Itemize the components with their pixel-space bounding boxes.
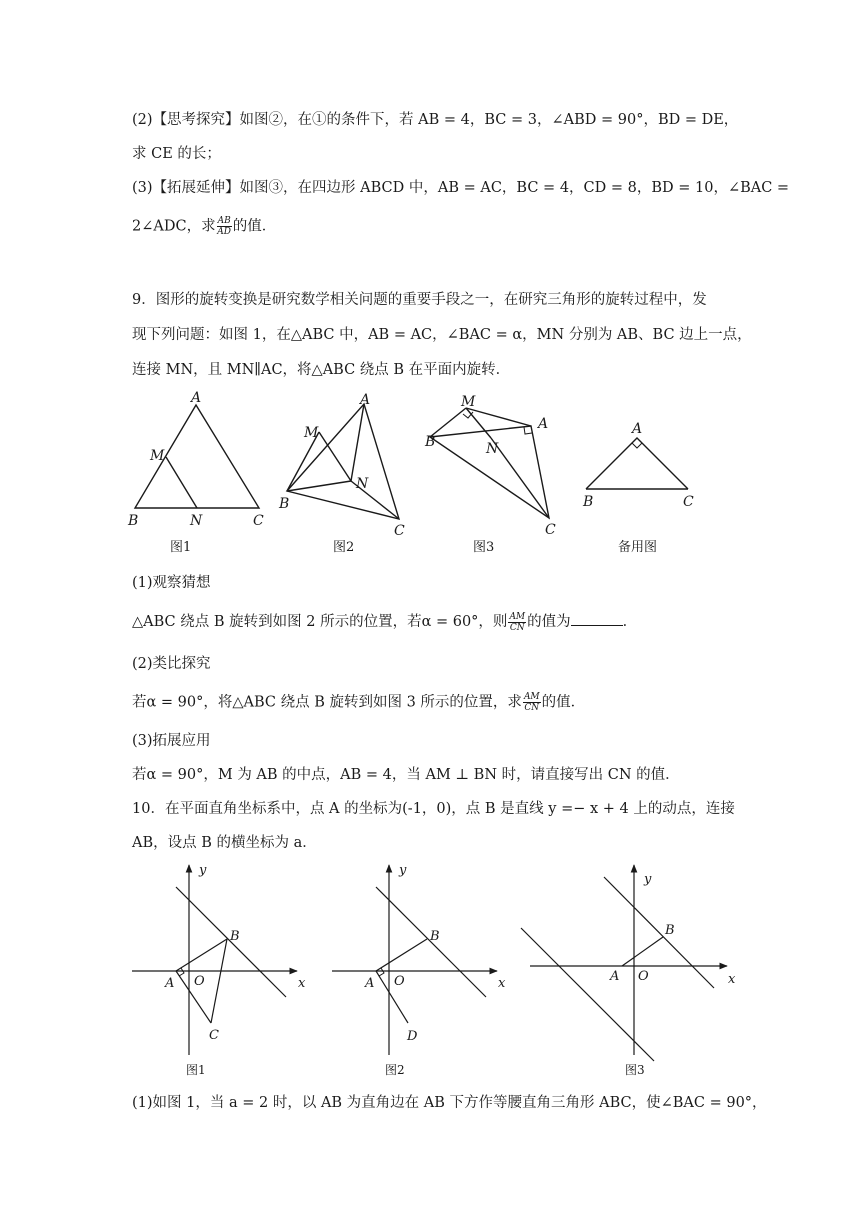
fraction-ab-ad bbox=[217, 216, 232, 237]
fig2-segment-mn bbox=[319, 432, 351, 481]
spare-label-c: C bbox=[683, 494, 694, 510]
p10-fig2-segment-ab bbox=[376, 939, 427, 971]
fig3-segment-nc bbox=[491, 438, 549, 518]
p9-line3: 连接 MN，且 MN∥AC，将△ABC 绕点 B 在平面内旋转． bbox=[132, 362, 511, 378]
fig3-label-a: A bbox=[538, 416, 549, 432]
p10-caption-fig3: 图3 bbox=[625, 1063, 645, 1077]
caption-fig3: 图3 bbox=[473, 540, 495, 555]
spare-label-a: A bbox=[632, 421, 643, 437]
p10-fig1-segment-ab bbox=[176, 939, 227, 971]
caption-fig2: 图2 bbox=[333, 540, 355, 555]
p10-caption-fig1: 图1 bbox=[186, 1063, 206, 1077]
p8-q3-text-a: 2∠ADC，求 bbox=[132, 218, 216, 235]
p10-fig1-label-o: O bbox=[194, 974, 205, 989]
fraction-numerator: AB bbox=[217, 216, 231, 226]
fig3-label-n: N bbox=[486, 441, 499, 457]
p10-caption-fig2: 图2 bbox=[385, 1063, 405, 1077]
fig1-label-c: C bbox=[253, 513, 264, 529]
fraction-numerator: AM bbox=[509, 611, 526, 622]
p10-fig1-label-b: B bbox=[230, 929, 240, 944]
p9-q1-text-c: ． bbox=[622, 614, 638, 630]
p9-q2-text-b: 的值． bbox=[541, 694, 586, 711]
p8-q2-line1: (2)【思考探究】如图②，在①的条件下，若 AB = 4，BC = 3，∠ABD = 90°，BD = DE， bbox=[132, 112, 739, 128]
p10-fig2-label-y: y bbox=[399, 863, 407, 878]
p10-figures bbox=[0, 860, 860, 1085]
fraction-numerator: AM bbox=[523, 692, 540, 702]
p8-q3-text-b: 的值． bbox=[232, 218, 277, 235]
p9-line2: 现下列问题：如图 1，在△ABC 中，AB = AC，∠BAC = α，MN 分别为 AB、BC 边上一点， bbox=[132, 327, 752, 343]
fraction-am-cn bbox=[508, 612, 526, 633]
p9-line1: 9．图形的旋转变换是研究数学相关问题的重要手段之一，在研究三角形的旋转过程中，发 bbox=[132, 292, 707, 308]
p8-q3-line1: (3)【拓展延伸】如图③，在四边形 ABCD 中，AB = AC，BC = 4，CD = 8，BD = 10，∠BAC = bbox=[132, 180, 790, 196]
p9-q1-title: (1)观察猜想 bbox=[132, 575, 211, 591]
p10-fig3-label-b: B bbox=[665, 923, 675, 938]
p10-line1: 10．在平面直角坐标系中，点 A 的坐标为(-1，0)，点 B 是直线 y =− x + 4 上的动点，连接 bbox=[132, 801, 735, 817]
fig1-label-a: A bbox=[191, 390, 202, 406]
fig3-label-b: B bbox=[425, 434, 436, 450]
p9-q2-title: (2)类比探究 bbox=[132, 656, 211, 672]
p10-fig3-line bbox=[604, 877, 714, 988]
p10-fig2-label-d: D bbox=[407, 1029, 418, 1044]
p9-figures bbox=[0, 390, 860, 560]
fig2-triangle-abc bbox=[287, 404, 399, 519]
p10-fig1-label-y: y bbox=[199, 863, 207, 878]
p10-fig2-label-x: x bbox=[498, 976, 506, 991]
p9-q1-line bbox=[132, 611, 637, 633]
p9-q1-text-b: 的值为 bbox=[527, 614, 571, 630]
fig2-label-a: A bbox=[360, 392, 371, 408]
fig3-triangle-abc bbox=[430, 426, 549, 518]
fig3-segment-bm bbox=[430, 408, 466, 437]
p9-q2-line bbox=[132, 692, 585, 713]
p10-fig3-segment-ab bbox=[622, 937, 663, 966]
p10-fig3-label-y: y bbox=[644, 872, 652, 887]
p9-q2-text-a: 若α = 90°，将△ABC 绕点 B 旋转到如图 3 所示的位置，求 bbox=[132, 694, 522, 711]
p10-fig2-label-b: B bbox=[430, 929, 440, 944]
p10-fig1-segment-bc bbox=[211, 939, 227, 1023]
fig3-segment-ma bbox=[466, 408, 531, 426]
p10-fig3-label-x: x bbox=[728, 972, 736, 987]
p10-fig1-label-a: A bbox=[165, 976, 175, 991]
p10-fig3-label-a: A bbox=[610, 969, 620, 984]
p9-q1-text-a: △ABC 绕点 B 旋转到如图 2 所示的位置，若α = 60°，则 bbox=[132, 614, 508, 630]
fig1-label-m: M bbox=[150, 448, 165, 464]
fraction-denominator: CN bbox=[524, 703, 540, 713]
fig2-label-b: B bbox=[279, 496, 290, 512]
fig2-segment-bn bbox=[287, 481, 351, 491]
spare-triangle-legs bbox=[586, 438, 688, 489]
fig3-segment-mn bbox=[466, 408, 491, 438]
fraction-denominator: AD bbox=[217, 227, 231, 237]
spare-label-b: B bbox=[583, 494, 594, 510]
p10-fig3-label-o: O bbox=[638, 969, 649, 984]
p10-fig1-label-c: C bbox=[209, 1028, 219, 1043]
fig1-segment-mn bbox=[166, 457, 197, 508]
fig3-label-c: C bbox=[545, 522, 556, 538]
fig2-label-c: C bbox=[394, 523, 405, 539]
fig1-label-b: B bbox=[128, 513, 139, 529]
fraction-denominator: CN bbox=[509, 622, 525, 633]
answer-blank[interactable] bbox=[571, 611, 623, 626]
p10-line2: AB，设点 B 的横坐标为 a． bbox=[132, 835, 317, 851]
fig3-label-m: M bbox=[461, 394, 476, 410]
p9-q3-text: 若α = 90°，M 为 AB 的中点，AB = 4，当 AM ⊥ BN 时，请直接写出 CN 的值． bbox=[132, 767, 680, 783]
p10-fig1-label-x: x bbox=[298, 976, 306, 991]
caption-spare: 备用图 bbox=[618, 540, 658, 555]
p10-fig2-label-a: A bbox=[365, 976, 375, 991]
fig1-label-n: N bbox=[190, 513, 203, 529]
fig2-label-n: N bbox=[356, 476, 369, 492]
p9-q3-title: (3)拓展应用 bbox=[132, 733, 211, 749]
caption-fig1: 图1 bbox=[170, 540, 192, 555]
p10-fig2-label-o: O bbox=[394, 974, 405, 989]
fig2-label-m: M bbox=[304, 425, 319, 441]
p8-q3-line2 bbox=[132, 216, 276, 237]
p10-q1-line: (1)如图 1，当 a = 2 时，以 AB 为直角边在 AB 下方作等腰直角三角形 ABC，使∠BAC = 90°， bbox=[132, 1095, 767, 1111]
spare-right-angle bbox=[632, 443, 642, 448]
fraction-am-cn-2 bbox=[523, 692, 541, 713]
p8-q2-line2: 求 CE 的长； bbox=[132, 146, 221, 162]
